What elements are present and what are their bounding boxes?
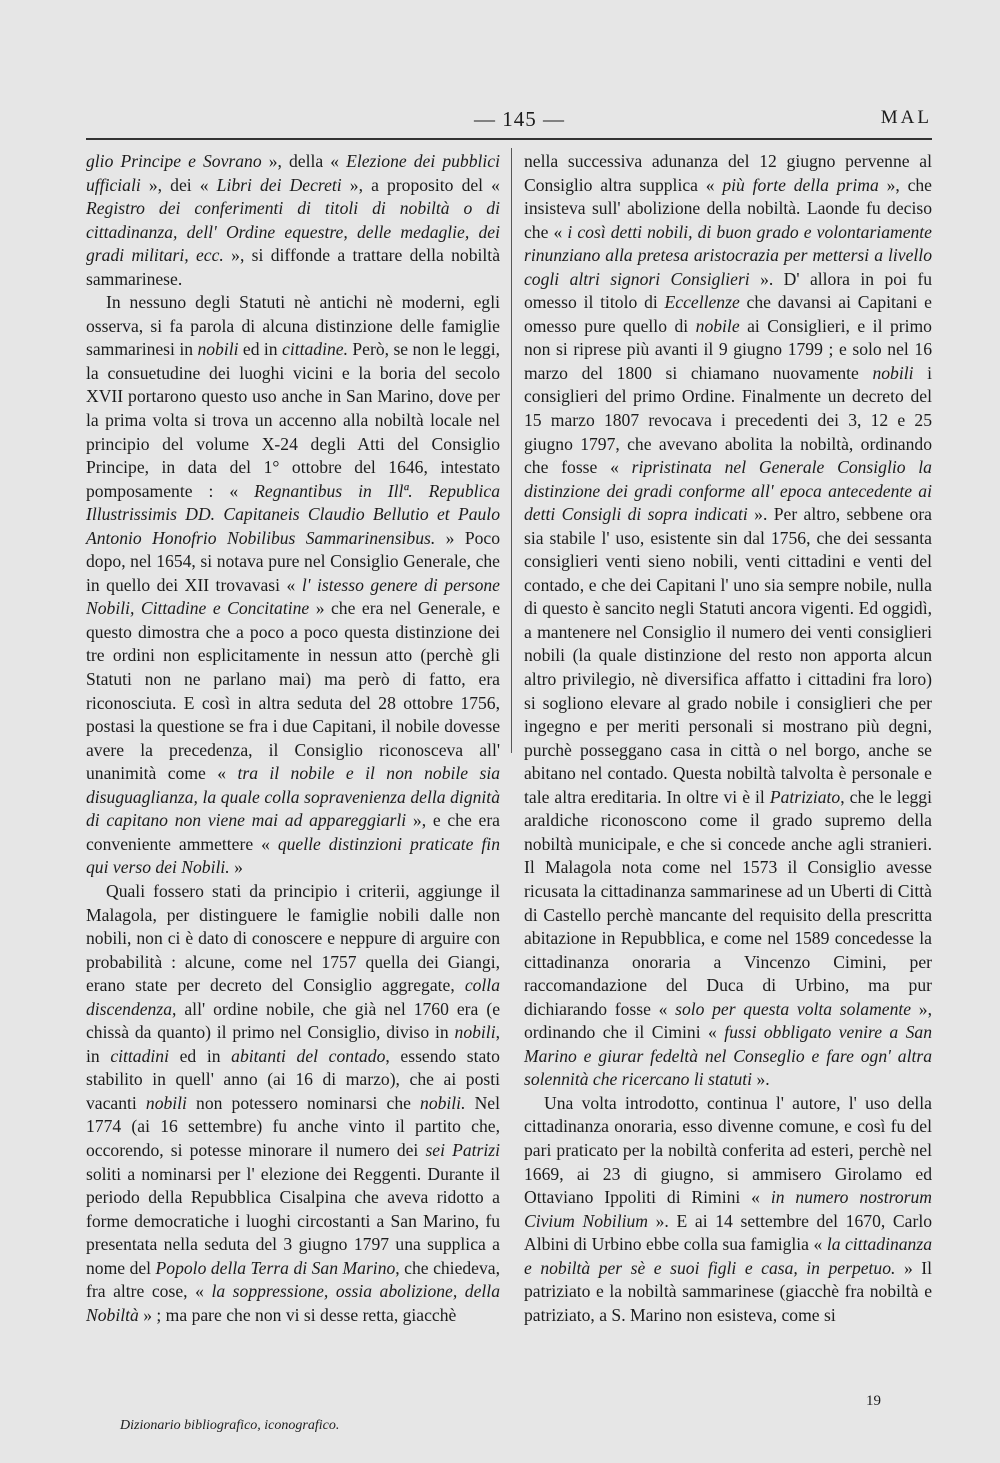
header-rule: [86, 138, 932, 140]
paragraph: Una volta introdotto, continua l' autore, l' uso della cittadinanza onoraria, esso divenne comune, e così fu del pari praticato per la nobiltà conferita ad esteri, perchè nel 1669, ai 23 di giugno, si ammisero Girolamo ed Ottaviano Ippoliti di Rimini « in numero nostrorum Civium Nobilium ». E ai 14 settembre del 1670, Carlo Albini di Urbino ebbe colla sua famiglia « la cittadinanza e nobiltà per sè e suoi figli e casa, in perpetuo. » Il patriziato e la nobiltà sammarinese (giacchè fra nobiltà e patriziato, a S. Marino non esisteva, come si: [524, 1092, 933, 1325]
column-divider: [511, 148, 512, 753]
italic-run: abitanti del contado: [231, 1045, 386, 1066]
paragraph: glio Principe e Sovrano », della « Elezione dei pubblici ufficiali », dei « Libri dei Decreti », a proposito del « Registro dei conferimenti di titoli di nobiltà o di cittadinanza, dell' Ordine equestre, delle medaglie, dei gradi militari, ecc. », si diffonde a trattare della nobiltà sammarinese.: [86, 151, 501, 289]
italic-run: in numero nostrorum Civium Nobilium: [524, 1187, 932, 1231]
signature-number: 19: [866, 1393, 881, 1409]
italic-run: i così detti nobili, di buon grado e volontariamente rinunziano alla pretesa aristocrazia per mettersi a livello cogli altri signori Consiglieri: [524, 221, 932, 289]
right-column: [524, 150, 932, 1327]
italic-run: nobile: [695, 315, 740, 336]
italic-run: Registro dei conferimenti di titoli di nobiltà o di cittadinanza, dell' Ordine equestre, delle medaglie, dei gradi militari, ecc.: [86, 198, 500, 266]
left-column: [86, 150, 500, 1327]
italic-run: Elezione dei pubblici ufficiali: [86, 151, 500, 195]
running-head: MAL: [880, 107, 932, 128]
footer-title: Dizionario bibliografico, iconografico.: [120, 1418, 340, 1433]
italic-run: nobili: [872, 362, 914, 383]
italic-run: la soppressione, ossia abolizione, della Nobiltà: [86, 1281, 500, 1325]
italic-run: glio Principe e Sovrano: [86, 151, 262, 171]
paragraph: nella successiva adunanza del 12 giugno pervenne al Consiglio altra supplica « più forte della prima », che insisteva sull' abolizione della nobiltà. Laonde fu deciso che « i così detti nobili, di buon grado e volontariamente rinunziano alla pretesa aristocrazia per mettersi a livello cogli altri signori Consiglieri ». D' allora in poi fu omesso il titolo di Eccellenze che davansi ai Capitani e omesso pure quello di nobile ai Consiglieri, e il primo non si riprese più avanti il 9 giugno 1799 ; e solo nel 16 marzo del 1800 si chiamano nuovamente nobili i consiglieri del primo Ordine. Finalmente un decreto del 15 marzo 1807 revocava i precedenti dei 3, 12 e 25 giugno 1797, che avevano abolita la nobiltà, ordinando che fosse « ripristinata nel Generale Consiglio la distinzione dei gradi conforme all' epoca antecedente ai detti Consigli di sopra indicati ». Per altro, sebbene ora sia stabile l' uso, esistente sin dal 1756, che dei sessanta consiglieri venti sieno nobili, venti cittadini e venti del contado, e che dei Capitani l' uno sia sempre nobile, nulla di questo è sancito negli Statuti ancora vigenti. Ed oggidì, a mantenere nel Consiglio il numero dei venti consiglieri nobili (la quale distinzione del resto non apporta alcun altro privilegio, nè diversifica affatto i cittadini fra loro) si sogliono elevare al grado nobile i consiglieri che per ingegno e per meriti personali si mostrano più degni, purchè posseggano casa in città o nel borgo, anche se abitano nel contado. Questa nobiltà talvolta è personale e tale altra ereditaria. In oltre vi è il Patriziato, che le leggi araldiche riconoscono come il grado supremo della nobiltà municipale, e che si concede anche agli stranieri. Il Malagola nota come nel 1573 il Consiglio avesse ricusata la cittadinanza sammarinese ad un Uberti di Città di Castello perchè mancante del requisito della prescritta abitazione in Repubblica, e come nel 1589 concedesse la cittadinanza onoraria a Vincenzo Cimini, per raccomandazione del Duca di Urbino, ma pur dichiarando fosse « solo per questa volta solamente », ordinando che il Cimini « fussi obbligato venire a San Marino e giurar fedeltà nel Conseglio e fare ogn' altra solennità che ricercano li statuti ».: [524, 151, 933, 1090]
italic-run: più forte della prima: [722, 174, 879, 195]
italic-run: colla discendenza: [86, 975, 500, 1019]
italic-run: Popolo della Terra di San Marino: [155, 1257, 396, 1278]
italic-run: la cittadinanza e nobiltà per sè e suoi figli e casa, in perpetuo.: [524, 1234, 932, 1278]
italic-run: cittadine.: [282, 339, 348, 360]
italic-run: sei Patrizi: [425, 1139, 500, 1160]
page-number: — 145 —: [474, 107, 565, 131]
italic-run: ripristinata nel Generale Consiglio la distinzione dei gradi conforme all' epoca antecedente ai detti Consigli di sopra indicati: [524, 457, 932, 525]
italic-run: quelle distinzioni praticate fin qui verso dei Nobili.: [86, 833, 500, 878]
paragraph: Quali fossero stati da principio i criterii, aggiunge il Malagola, per distinguere le famiglie nobili dalle non nobili, non ci è dato di conoscere e neppure di arguire con probabilità : alcune, come nel 1757 quella dei Giangi, erano state per decreto del Consiglio aggregate, colla discendenza, all' ordine nobile, che già nel 1760 era (e chissà da quanto) il primo nel Consiglio, diviso in nobili, in cittadini ed in abitanti del contado, essendo stato stabilito in quell' anno (ai 16 di marzo), che ai posti vacanti nobili non potessero nominarsi che nobili. Nel 1774 (ai 16 settembre) fu anche vinto il partito che, occorendo, si potesse minorare il numero dei sei Patrizi soliti a nominarsi per l' elezione dei Reggenti. Durante il periodo della Repubblica Cisalpina che aveva ridotto a forme democratiche i luoghi circostanti a San Marino, fu presentata nella seduta del 3 giugno 1797 una supplica a nome del Popolo della Terra di San Marino, che chiedeva, fra altre cose, « la soppressione, ossia abolizione, della Nobiltà » ; ma pare che non vi si desse retta, giacchè: [86, 880, 500, 1325]
italic-run: nobili: [197, 339, 239, 360]
paragraph: In nessuno degli Statuti nè antichi nè moderni, egli osserva, si fa parola di alcuna distinzione delle famiglie sammarinesi in nobili ed in cittadine. Però, se non le leggi, la consuetudine dei luoghi vicini e la boria del secolo XVII portarono questo uso anche in San Marino, dove per la prima volta si trova un accenno alla nobiltà locale nel principio del volume X-24 degli Atti del Consiglio Principe, in data del 1° ottobre del 1646, intestato pomposamente : « Regnantibus in Illª. Republica Illustrissimis DD. Capitaneis Claudio Bellutio et Paulo Antonio Honofrio Nobilibus Sammarinensibus. » Poco dopo, nel 1654, si notava pure nel Consiglio Generale, che in quello dei XII trovavasi « l' istesso genere di persone Nobili, Cittadine e Concitatine » che era nel Generale, e questo dimostra che a poco a poco questa distinzione dei tre ordini non esplicitamente in nessun atto (perchè gli Statuti non ne parlano mai) ma però di fatto, era riconosciuta. E così in altra seduta del 28 ottobre 1756, postasi la questione se fra i due Capitani, il nobile dovesse avere la precedenza, il Consiglio riconosceva all' unanimità come « tra il nobile e il non nobile sia disuguaglianza, la quale colla sopravenienza della dignità di capitano non viene mai ad appareggiarli », e che era conveniente ammettere « quelle distinzioni praticate fin qui verso dei Nobili. »: [86, 292, 500, 878]
italic-run: Libri dei Decreti: [216, 174, 342, 195]
italic-run: solo per questa volta solamente: [675, 998, 912, 1019]
italic-run: cittadini: [110, 1045, 169, 1066]
italic-run: Regnantibus in Illª. Republica Illustrissimis DD. Capitaneis Claudio Bellutio et Paulo Antonio Honofrio Nobilibus Sammarinensibus.: [86, 480, 500, 548]
italic-run: l' istesso genere di persone Nobili, Cittadine e Concitatine: [86, 574, 500, 619]
italic-run: Eccellenze: [664, 292, 740, 313]
italic-run: nobili: [145, 1092, 187, 1113]
italic-run: fussi obbligato venire a San Marino e giurar fedeltà nel Conseglio e fare ogn' altra solennità che ricercano li statuti: [524, 1022, 932, 1090]
page-header: [86, 107, 932, 137]
italic-run: Patriziato: [769, 786, 841, 807]
italic-run: nobili.: [420, 1092, 466, 1113]
italic-run: nobili: [454, 1022, 496, 1043]
italic-run: tra il nobile e il non nobile sia disuguaglianza, la quale colla sopravenienza della dignità di capitano non viene mai ad appareggiarli: [86, 763, 500, 831]
